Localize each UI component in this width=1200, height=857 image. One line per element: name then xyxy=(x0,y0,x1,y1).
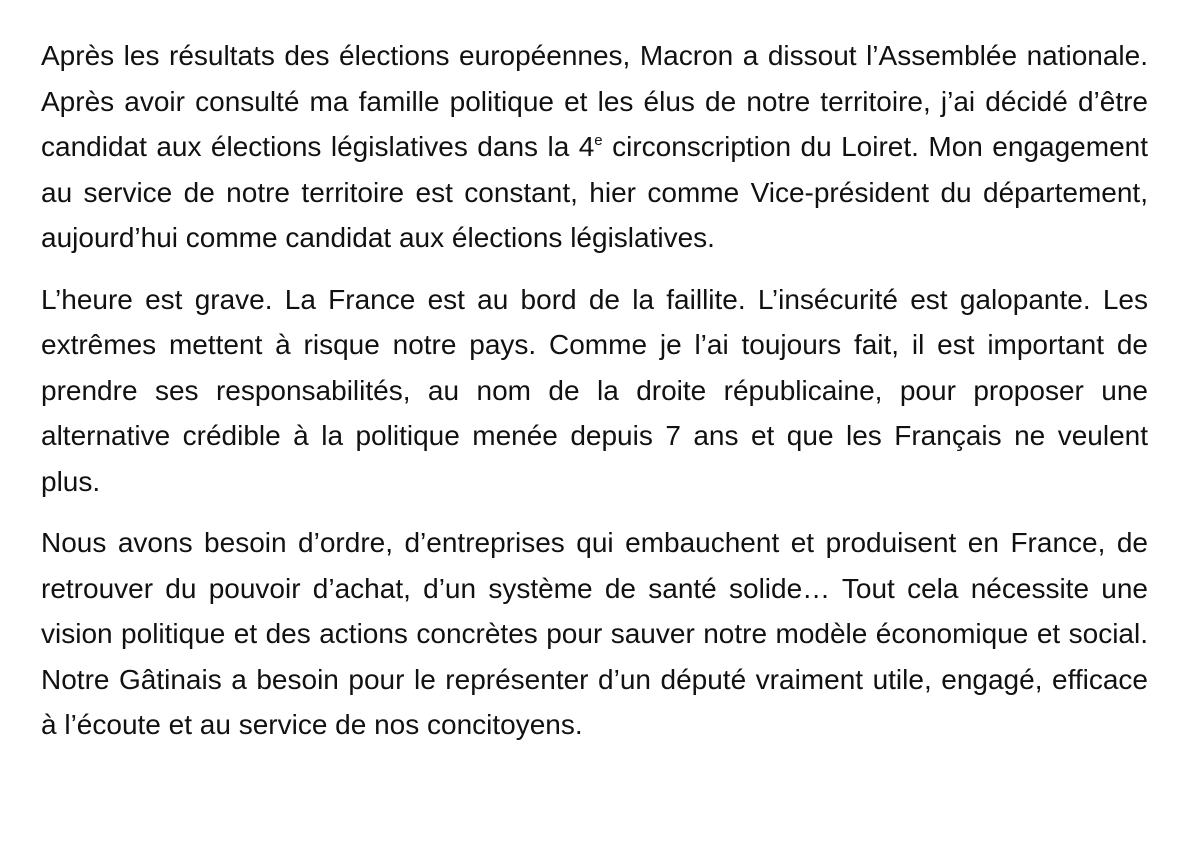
paragraph-candidacy xyxy=(41,33,1148,261)
paragraph-needs: Nous avons besoin d’ordre, d’entreprises qui embauchent et produisent en France, de retrouver du pouvoir d’achat, d’un système de santé solide… Tout cela nécessite une vision politique et des actions concrètes pour sauver notre modèle économique et social. Notre Gâtinais a besoin pour le représenter d’un député vraiment utile, engagé, efficace à l’écoute et au service de nos concitoyens. xyxy=(41,527,1148,740)
document-body xyxy=(41,33,1148,748)
paragraph-candidacy-text-start: Après les résultats des élections européennes, Macron a dissout l’Assemblée nationale. Après avoir consulté ma famille politique et les élus de notre territoire, j’ai décidé d’être candidat aux élections législatives dans la 4 xyxy=(41,40,1148,162)
ordinal-superscript: e xyxy=(594,132,603,149)
paragraph-situation: L’heure est grave. La France est au bord de la faillite. L’insécurité est galopante. Les extrêmes mettent à risque notre pays. Comme je l’ai toujours fait, il est important de prendre ses responsabilités, au nom de la droite républicaine, pour proposer une alternative crédible à la politique menée depuis 7 ans et que les Français ne veulent plus. xyxy=(41,283,1148,497)
paragraph-candidacy-text-end: circonscription du Loiret. Mon engagement au service de notre territoire est constant, hier comme Vice-président du département, aujourd’hui comme candidat aux élections législatives. xyxy=(41,131,1148,253)
